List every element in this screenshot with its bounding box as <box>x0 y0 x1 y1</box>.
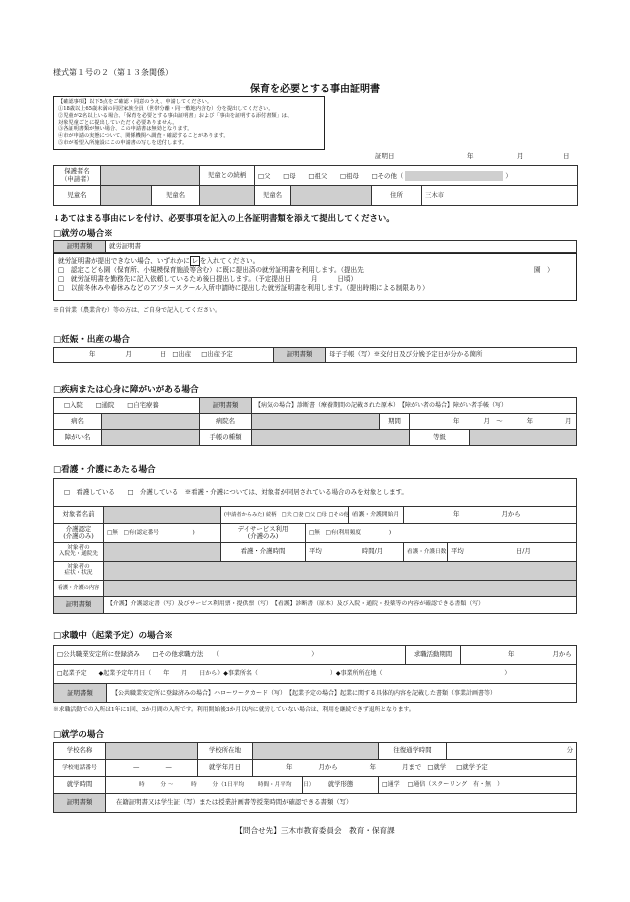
nursing-type-options[interactable]: □ 看護している □ 介護している ※看護・介護については、対象者が同居されている場合のみを対象とします。 <box>54 479 577 507</box>
form-number: 様式第１号の２（第１３条関係） <box>53 68 173 77</box>
due-checkbox[interactable]: □出産予定 <box>201 350 233 359</box>
school-name-label: 学校名称 <box>54 743 106 760</box>
nursing-section-title[interactable]: □看護・介護にあたる場合 <box>53 465 156 475</box>
school-section-title[interactable]: □就学の場合 <box>53 730 105 740</box>
care-days-unit: 日/月 <box>515 547 531 556</box>
target-relation-options[interactable]: (申請者からみた) 続柄 □夫 □妻 □父 □母 □その他（ ） <box>221 507 349 524</box>
nursing-doc-label: 証明書類 <box>54 597 104 614</box>
jobseek-period-year: 年 <box>508 650 515 659</box>
handbook-field[interactable] <box>252 430 410 446</box>
days-close: 日） <box>303 781 315 788</box>
illness-type-options[interactable]: □入院 □通院 □自宅療養 <box>54 398 200 414</box>
jobseek-period-field[interactable] <box>461 646 577 665</box>
notice-line: ③各証明書類が無い場合、この申請書は無効となります。 <box>58 126 193 133</box>
pregnancy-doc-value: 母子手帳（写）※交付日及び分娩予定日が分かる箇所 <box>326 348 577 363</box>
option-1-text[interactable]: □ 認定こども園（保育所、小規模保育施設等含む）に既に提出済の就労証明書を利用します。（提出先 <box>58 266 364 275</box>
care-days-field[interactable] <box>448 543 577 562</box>
date-year: 年 <box>467 152 474 160</box>
school-month-1: 月から <box>318 763 338 772</box>
school-year-1: 年 <box>286 763 293 772</box>
target-name-field[interactable] <box>104 507 221 524</box>
hours-to: 時 <box>191 781 197 788</box>
grade-field[interactable] <box>470 430 577 446</box>
guardian-label: 保護者名 （申請者） <box>54 166 101 186</box>
school-hours-field[interactable] <box>106 777 315 794</box>
symptoms-field[interactable] <box>104 562 577 581</box>
care-time-avg: 平均 <box>309 547 322 556</box>
child-name-field-2[interactable] <box>200 186 255 206</box>
jobseek-doc-value: 【公共職業安定所に登録済みの場合】ハローワークカード（写） 【起業予定の場合】起業に関する具体的内容を記載した書類（事業計画書等） <box>112 690 497 697</box>
startup-office: ）◆事業所所在地（ <box>329 670 383 678</box>
care-time-unit: 時間/月 <box>361 547 384 556</box>
relation-options[interactable] <box>255 166 578 186</box>
notice-line: 【確認事項】以下5点をご確認・同意のうえ、申請してください。 <box>58 99 213 105</box>
jobseek-table <box>53 645 577 703</box>
employment-option-1[interactable] <box>58 266 572 275</box>
school-doc-value: 在籍証明書又は学生証（写）または授業計画書等授業時間が確認できる書類（写） <box>106 794 577 813</box>
disease-label: 病名 <box>54 414 102 430</box>
period-year-2: 年 <box>526 416 534 425</box>
pregnancy-date[interactable] <box>54 348 274 363</box>
startup-row[interactable] <box>54 665 577 684</box>
care-start-year: 年 <box>453 510 460 519</box>
school-phone-field[interactable] <box>106 760 198 777</box>
employment-doc-value: 就労証明書 <box>106 241 577 253</box>
illness-period-field[interactable] <box>410 414 577 430</box>
employment-doc-table <box>53 240 577 253</box>
illness-doc-value: 【病気の場合】診断書（療養期間の記載された原本） 【障がい者の場合】障がい者手帳（写） <box>252 398 577 414</box>
jobseek-doc-row <box>54 684 577 703</box>
address-label: 住所 <box>372 186 422 206</box>
notice-line: ⑤市が希望入所施設にこの申請書の写しを送付します。 <box>58 140 188 147</box>
school-address-field[interactable] <box>253 743 379 760</box>
date-label: 証明日 <box>375 152 395 160</box>
school-month-2: 月まで <box>402 763 422 772</box>
nursing-table <box>53 478 577 614</box>
symptoms-label: 対象者の 症状・状況 <box>54 562 104 581</box>
disability-label: 障がい名 <box>54 430 102 446</box>
school-period-label: 就学年月日 <box>198 760 253 777</box>
target-name-label: 対象者名前 <box>54 507 104 524</box>
notice-line: 対象児童ごとに提出していただく必要ありません。 <box>58 119 178 126</box>
employment-note: ※自営業（農業含む）等の方は、ご自身で記入してください。 <box>53 307 222 314</box>
commute-field[interactable]: 分 <box>447 743 577 760</box>
school-period-field[interactable] <box>253 760 577 777</box>
school-form-options[interactable] <box>379 777 577 794</box>
pregnancy-month: 月 <box>125 350 132 359</box>
pregnancy-day: 日 <box>159 350 167 359</box>
school-doc-label: 証明書類 <box>54 794 106 813</box>
employment-intro: 就労証明書が提出できない場合、いずれかに <box>58 257 190 265</box>
illness-section-title[interactable]: □疾病または心身に障がいがある場合 <box>53 385 199 395</box>
care-content-label: 看護・介護の内容 <box>54 581 104 597</box>
jobseek-method-options[interactable]: □公共職業安定所に登録済み □その他求職方法 （ <box>57 650 220 659</box>
pregnancy-doc-label: 証明書類 <box>274 348 326 363</box>
employment-options-box <box>53 253 577 301</box>
date-month: 月 <box>517 152 524 160</box>
form-commute-checkbox[interactable]: □通学 <box>382 781 400 789</box>
care-time-field[interactable] <box>306 543 404 562</box>
hospital-field[interactable] <box>252 414 380 430</box>
hospital-label: 病院名 <box>200 414 252 430</box>
check-sample-icon: レ <box>191 257 199 265</box>
enrolled-checkbox[interactable]: □就学 <box>427 763 447 772</box>
jobseek-note: ※求職活動での入所は1年に1回、3か月間の入所です。利用開始後3か月以内に就労していない場合は、利用を継続できず退所となります。 <box>53 707 415 713</box>
period-label: 期間 <box>380 414 410 430</box>
disease-field[interactable] <box>102 414 200 430</box>
option-1-end: 園 ） <box>534 266 554 275</box>
form-correspondence-checkbox[interactable]: □通信（スクーリング 有・無 ） <box>407 781 504 789</box>
instruction-text: ↓あてはまる事由にレを付け、必要事項を記入の上各証明書類を添えて提出してください。 <box>53 213 395 223</box>
jobseek-period-label: 求職活動期間 <box>406 646 461 665</box>
jobseek-period-month: 月から <box>552 650 572 659</box>
phone-dash-2: — <box>165 763 172 772</box>
startup-plan[interactable]: □起業予定 ◆起業予定年月日（ 年 月 日から）◆事業所名（ <box>57 670 258 678</box>
jobseek-section-title[interactable]: □求職中（起業予定）の場合※ <box>53 631 173 641</box>
jobseek-doc-label: 証明書類 <box>54 684 107 702</box>
grade-label: 等級 <box>410 430 470 446</box>
employment-option-2[interactable]: □ 就労証明書を勤務先に記入依頼しているため後日提出します。（予定提出日 月 日頃） <box>58 275 358 284</box>
contact-footer: 【問合せ先】三木市教育委員会 教育・保育課 <box>235 826 395 835</box>
commute-label: 往復通学時間 <box>379 743 447 760</box>
hours-from: 時 <box>139 781 145 788</box>
school-phone-label: 学校電話番号 <box>54 760 106 777</box>
child-name-label-1: 児童名 <box>54 186 101 206</box>
school-year-2: 年 <box>369 763 377 772</box>
school-address-label: 学校所在地 <box>198 743 253 760</box>
phone-dash-1: — <box>133 763 140 772</box>
applicant-table <box>53 165 578 206</box>
jobseek-method[interactable] <box>54 646 406 665</box>
nursing-doc-value: 【介護】介護認定書（写）及びサービス利用票・提供票（写） 【看護】診断書（原本）及び入院・通院・投薬等の内容が確認できる書類（写） <box>104 597 577 614</box>
notice-line: ①18歳以上65歳未満の同居家族全員（世帯分離・同一敷地内含む）分を提出してください。 <box>58 105 274 112</box>
employment-intro-line <box>58 256 572 266</box>
pregnancy-table <box>53 347 577 363</box>
care-cert-options[interactable]: □無 □有(認定番号 ) <box>104 524 221 543</box>
pregnancy-section-title[interactable]: □妊娠・出産の場合 <box>53 335 130 345</box>
care-content-field[interactable] <box>104 581 577 597</box>
notice-line: ②児童が2名以上いる場合、「保育を必要とする事由証明書」および「事由を証明する添付書類」は、 <box>58 112 293 119</box>
relation-other-field[interactable] <box>405 171 503 181</box>
relation-label: 児童との続柄 <box>200 166 255 186</box>
relation-close: ） <box>505 171 512 180</box>
school-form-label: 就学形態 <box>303 777 379 794</box>
handbook-label: 手帳の種類 <box>200 430 252 446</box>
disability-field[interactable] <box>102 430 200 446</box>
employment-doc-label: 証明書類 <box>54 241 106 253</box>
notice-box <box>53 96 325 150</box>
employment-intro-end: を入れてください。 <box>199 257 260 265</box>
hours-per-month: 時間・月平均 <box>257 781 292 788</box>
notice-line: ④市が申請の実態について、関係機関へ調査・確認することがあります。 <box>58 133 229 140</box>
guardian-name-field[interactable] <box>101 166 200 186</box>
school-name-field[interactable] <box>106 743 198 760</box>
care-cert-label: 介護認定 (介護のみ) <box>54 524 104 543</box>
child-name-field-1[interactable] <box>101 186 152 206</box>
day-service-label: デイサービス利用 (介護のみ) <box>221 524 306 543</box>
day-service-options[interactable]: □無 □有(利用頻度 ) <box>306 524 577 543</box>
jobseek-method-close: ） <box>311 650 318 659</box>
target-hospital-label: 対象者の 入院先・通院先 <box>54 543 104 562</box>
care-start-label: 看護・介護開始月 <box>349 507 404 524</box>
school-hours-label: 就学時間 <box>54 777 106 794</box>
period-month-2: 月 <box>565 416 572 425</box>
address-field[interactable]: 三木市 <box>422 186 578 206</box>
illness-table <box>53 397 577 446</box>
planned-checkbox[interactable]: □就学予定 <box>456 763 488 772</box>
period-month-1: 月 〜 <box>483 416 503 425</box>
pregnancy-year: 年 <box>89 350 96 359</box>
employment-option-3[interactable]: □ 以前冬休みや春休みなどのアフタースクール入所申請時に提出した就労証明書を利用します。（提出時期による制限あり） <box>58 284 429 293</box>
period-year-1: 年 <box>453 416 460 425</box>
care-start-month: 月から <box>501 510 521 519</box>
illness-doc-label: 証明書類 <box>200 398 252 414</box>
relation-checkboxes[interactable]: □父 □母 □祖父 □祖母 □その他（ <box>258 171 404 180</box>
minutes-from: 分 〜 <box>160 781 174 788</box>
target-hospital-field[interactable] <box>104 543 221 562</box>
date-day: 日 <box>563 152 570 160</box>
care-days-avg: 平均 <box>451 547 464 556</box>
child-name-label-3: 児童名 <box>255 186 291 206</box>
child-name-label-2: 児童名 <box>152 186 200 206</box>
care-start-field[interactable] <box>404 507 577 524</box>
care-time-label: 看護・介護時間 <box>221 543 306 562</box>
page-title: 保育を必要とする事由証明書 <box>250 84 380 95</box>
employment-section-title[interactable]: □就労の場合※ <box>53 229 113 239</box>
birth-checkbox[interactable]: □出産 <box>172 350 192 359</box>
care-days-label: 看護・介護日数 <box>404 543 448 562</box>
startup-end: ） <box>504 670 511 678</box>
child-name-field-3[interactable] <box>291 186 372 206</box>
minutes-to: 分（1日平均 <box>212 781 245 788</box>
school-table <box>53 742 577 813</box>
certification-date <box>375 153 577 163</box>
